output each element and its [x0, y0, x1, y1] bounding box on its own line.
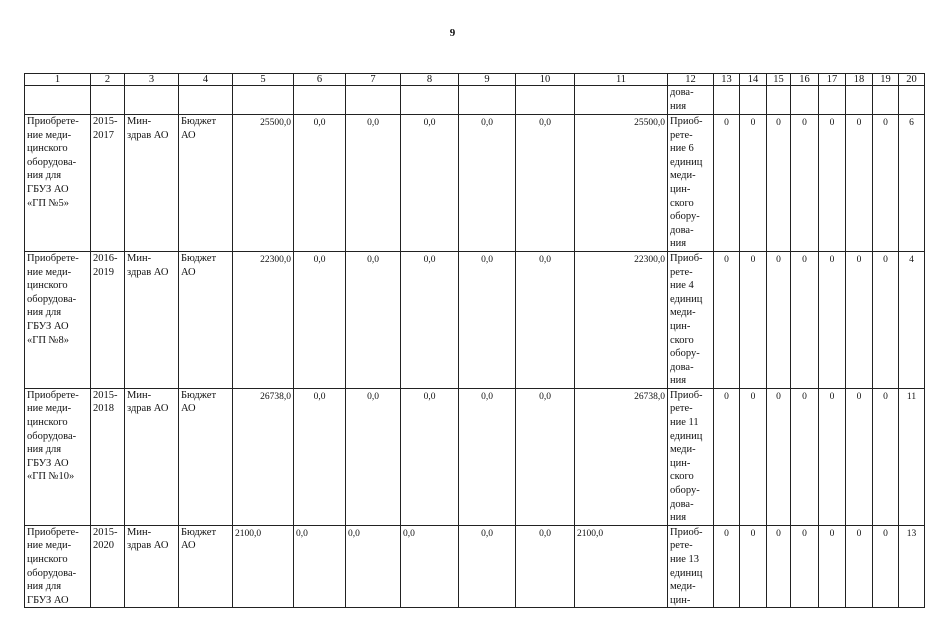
indicator-cell: 0	[740, 388, 767, 525]
indicator-cell: 0	[714, 251, 740, 388]
header-row	[25, 74, 925, 86]
funding-source: Бюджет АО	[179, 525, 233, 608]
total-amount: 22300,0	[233, 251, 294, 388]
col-header: 3	[125, 74, 179, 86]
col-header: 9	[459, 74, 516, 86]
amount-cell: 0,0	[401, 388, 459, 525]
result-text: Приоб- рете- ние 6 единиц меди- цин- ского обору- дова- ния	[668, 115, 714, 252]
amount-cell: 0,0	[516, 115, 575, 252]
amount-cell: 0,0	[346, 251, 401, 388]
indicator-cell: 11	[899, 388, 925, 525]
indicator-cell: 0	[846, 251, 873, 388]
amount-cell: 0,0	[516, 251, 575, 388]
amount-cell: 0,0	[294, 525, 346, 608]
table-row	[25, 115, 925, 252]
indicator-cell: 0	[873, 525, 899, 608]
funding-source: Бюджет АО	[179, 388, 233, 525]
amount-cell: 2100,0	[575, 525, 668, 608]
executor: Мин- здрав АО	[125, 115, 179, 252]
col-header: 4	[179, 74, 233, 86]
amount-cell: 0,0	[459, 115, 516, 252]
period: 2015- 2018	[91, 388, 125, 525]
col-header: 1	[25, 74, 91, 86]
indicator-cell: 4	[899, 251, 925, 388]
col-header: 15	[767, 74, 791, 86]
indicator-cell: 0	[740, 115, 767, 252]
indicator-cell: 0	[791, 251, 819, 388]
indicator-cell: 0	[846, 525, 873, 608]
col-header: 18	[846, 74, 873, 86]
table-row	[25, 525, 925, 608]
indicator-cell: 6	[899, 115, 925, 252]
indicator-cell: 0	[791, 525, 819, 608]
amount-cell: 25500,0	[575, 115, 668, 252]
amount-cell: 0,0	[346, 388, 401, 525]
amount-cell: 0,0	[294, 388, 346, 525]
indicator-cell: 0	[714, 388, 740, 525]
continuation-result: дова- ния	[668, 86, 714, 115]
continuation-row	[25, 86, 925, 115]
indicator-cell: 0	[873, 115, 899, 252]
indicator-cell: 13	[899, 525, 925, 608]
indicator-cell: 0	[767, 525, 791, 608]
indicator-cell: 0	[819, 388, 846, 525]
measure-name: Приобрете- ние меди- цинского оборудова- ния для ГБУЗ АО	[25, 525, 91, 608]
col-header: 17	[819, 74, 846, 86]
col-header: 2	[91, 74, 125, 86]
indicator-cell: 0	[791, 388, 819, 525]
amount-cell: 0,0	[401, 115, 459, 252]
amount-cell: 0,0	[459, 525, 516, 608]
col-header: 20	[899, 74, 925, 86]
indicator-cell: 0	[714, 525, 740, 608]
executor: Мин- здрав АО	[125, 525, 179, 608]
page-number: 9	[449, 27, 456, 39]
table-row	[25, 251, 925, 388]
amount-cell: 0,0	[346, 115, 401, 252]
col-header: 16	[791, 74, 819, 86]
executor: Мин- здрав АО	[125, 388, 179, 525]
funding-source: Бюджет АО	[179, 115, 233, 252]
amount-cell: 0,0	[516, 525, 575, 608]
indicator-cell: 0	[873, 251, 899, 388]
measure-name: Приобрете- ние меди- цинского оборудова- ния для ГБУЗ АО «ГП №8»	[25, 251, 91, 388]
period: 2016- 2019	[91, 251, 125, 388]
col-header: 13	[714, 74, 740, 86]
indicator-cell: 0	[740, 525, 767, 608]
indicator-cell: 0	[819, 251, 846, 388]
amount-cell: 0,0	[459, 251, 516, 388]
indicator-cell: 0	[740, 251, 767, 388]
indicator-cell: 0	[846, 115, 873, 252]
total-amount: 25500,0	[233, 115, 294, 252]
col-header: 11	[575, 74, 668, 86]
col-header: 8	[401, 74, 459, 86]
program-table	[24, 73, 925, 608]
indicator-cell: 0	[846, 388, 873, 525]
amount-cell: 0,0	[294, 251, 346, 388]
result-text: Приоб- рете- ние 13 единиц меди- цин-	[668, 525, 714, 608]
measure-name: Приобрете- ние меди- цинского оборудова- ния для ГБУЗ АО «ГП №5»	[25, 115, 91, 252]
indicator-cell: 0	[767, 251, 791, 388]
table-row	[25, 388, 925, 525]
result-text: Приоб- рете- ние 11 единиц меди- цин- ского обору- дова- ния	[668, 388, 714, 525]
indicator-cell: 0	[767, 388, 791, 525]
col-header: 10	[516, 74, 575, 86]
indicator-cell: 0	[714, 115, 740, 252]
executor: Мин- здрав АО	[125, 251, 179, 388]
col-header: 6	[294, 74, 346, 86]
amount-cell: 0,0	[516, 388, 575, 525]
col-header: 5	[233, 74, 294, 86]
col-header: 12	[668, 74, 714, 86]
result-text: Приоб- рете- ние 4 единиц меди- цин- ского обору- дова- ния	[668, 251, 714, 388]
period: 2015- 2020	[91, 525, 125, 608]
amount-cell: 0,0	[401, 251, 459, 388]
indicator-cell: 0	[819, 115, 846, 252]
amount-cell: 22300,0	[575, 251, 668, 388]
amount-cell: 0,0	[294, 115, 346, 252]
amount-cell: 26738,0	[575, 388, 668, 525]
indicator-cell: 0	[791, 115, 819, 252]
amount-cell: 0,0	[459, 388, 516, 525]
col-header: 14	[740, 74, 767, 86]
total-amount: 26738,0	[233, 388, 294, 525]
indicator-cell: 0	[819, 525, 846, 608]
indicator-cell: 0	[873, 388, 899, 525]
col-header: 7	[346, 74, 401, 86]
period: 2015- 2017	[91, 115, 125, 252]
col-header: 19	[873, 74, 899, 86]
measure-name: Приобрете- ние меди- цинского оборудова- ния для ГБУЗ АО «ГП №10»	[25, 388, 91, 525]
total-amount: 2100,0	[233, 525, 294, 608]
amount-cell: 0,0	[401, 525, 459, 608]
indicator-cell: 0	[767, 115, 791, 252]
amount-cell: 0,0	[346, 525, 401, 608]
funding-source: Бюджет АО	[179, 251, 233, 388]
